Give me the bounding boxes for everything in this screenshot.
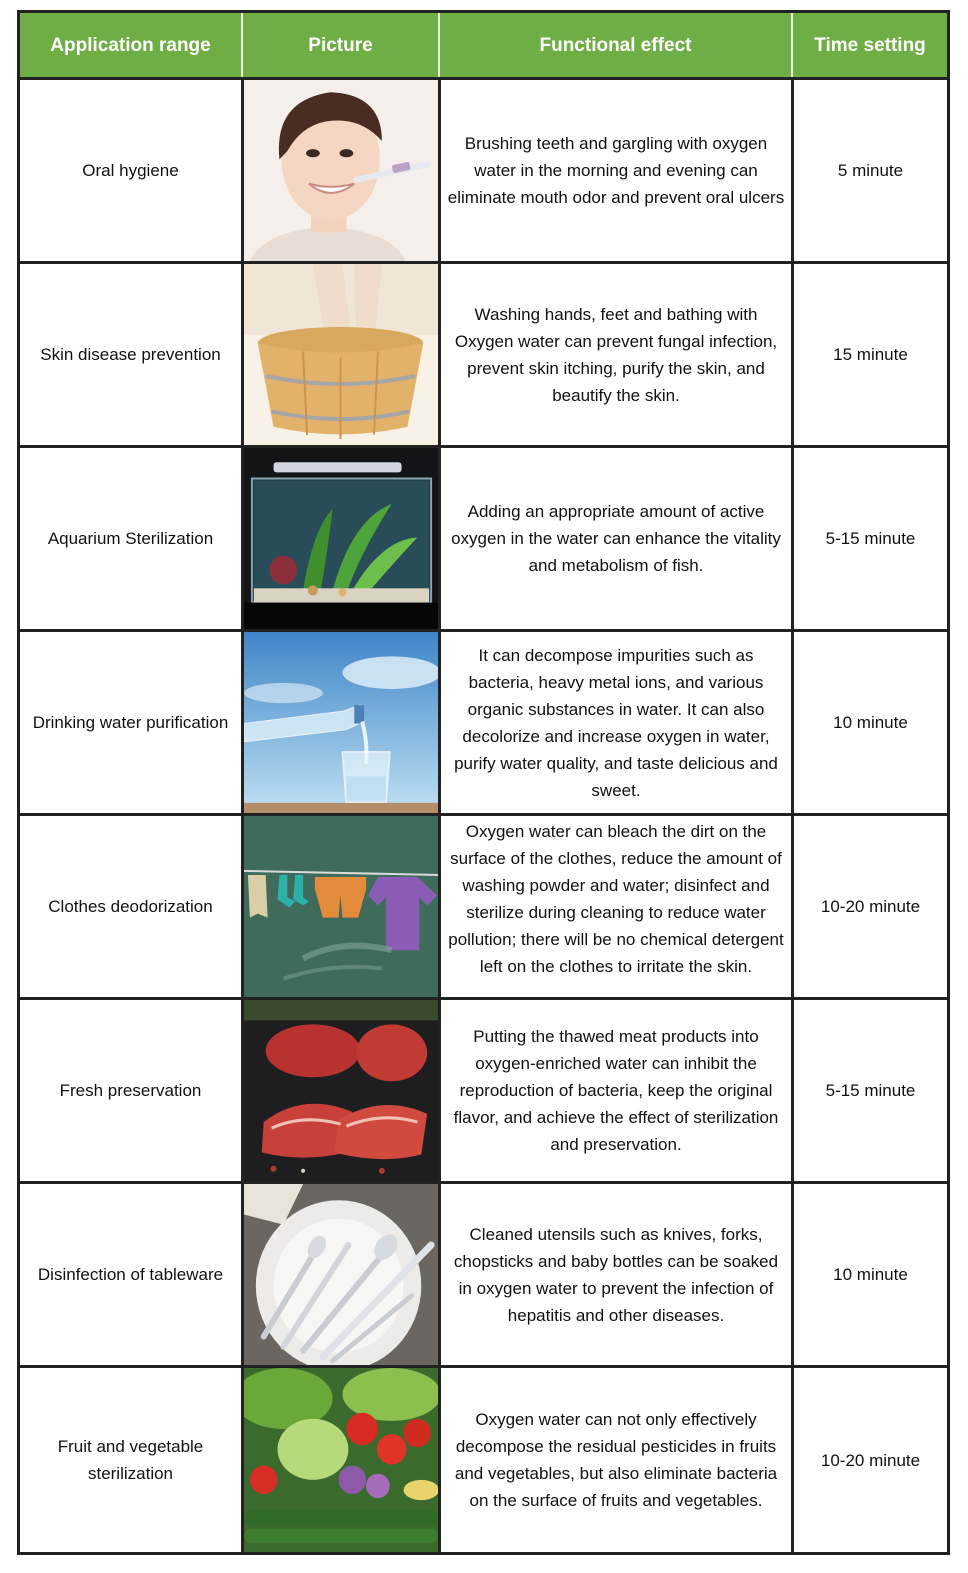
application-range: Drinking water purification — [32, 713, 229, 732]
header-picture: Picture — [241, 13, 438, 77]
application-range: Aquarium Sterilization — [47, 529, 214, 548]
time-setting: 10-20 minute — [791, 816, 947, 997]
time-setting: 15 minute — [791, 264, 947, 445]
picture-foot-bath — [241, 264, 438, 445]
application-range: Disinfection of tableware — [37, 1265, 224, 1284]
time-setting: 5-15 minute — [791, 448, 947, 629]
time-setting: 10 minute — [791, 632, 947, 813]
picture-vegetables — [241, 1368, 438, 1552]
foot-bath-image — [244, 264, 438, 445]
time-setting: 5 minute — [791, 80, 947, 261]
application-range: Fruit and vegetable sterilization — [57, 1437, 204, 1483]
picture-aquarium — [241, 448, 438, 629]
time-setting: 5-15 minute — [791, 1000, 947, 1181]
functional-effect: Oxygen water can bleach the dirt on the surface of the clothes, reduce the amount of washing powder and water; disinfect and sterilize during cleaning to reduce water pollution; there will be no chemical detergent left on the clothes to irritate the skin. — [438, 816, 791, 997]
table-row — [20, 1181, 947, 1365]
header-functional-effect: Functional effect — [438, 13, 791, 77]
picture-clothes-line — [241, 816, 438, 997]
clothes-line-image — [244, 816, 438, 997]
table-row — [20, 1365, 947, 1552]
woman-brushing-teeth-image — [244, 80, 438, 261]
table-row — [20, 261, 947, 445]
table-row — [20, 997, 947, 1181]
functional-effect: It can decompose impurities such as bacteria, heavy metal ions, and various organic substances in water. It can also decolorize and increase oxygen in water, purify water quality, and taste delicious and sweet. — [438, 632, 791, 813]
functional-effect: Washing hands, feet and bathing with Oxygen water can prevent fungal infection, prevent skin itching, purify the skin, and beautify the skin. — [438, 264, 791, 445]
functional-effect: Adding an appropriate amount of active oxygen in the water can enhance the vitality and metabolism of fish. — [438, 448, 791, 629]
table-row — [20, 813, 947, 997]
picture-woman-brushing-teeth — [241, 80, 438, 261]
cutlery-image — [244, 1184, 438, 1365]
functional-effect: Cleaned utensils such as knives, forks, chopsticks and baby bottles can be soaked in oxygen water to prevent the infection of hepatitis and other diseases. — [438, 1184, 791, 1365]
application-table — [17, 10, 950, 1555]
header-time-setting: Time setting — [791, 13, 947, 77]
pouring-water-image — [244, 632, 438, 813]
time-setting: 10-20 minute — [791, 1368, 947, 1552]
table-row — [20, 629, 947, 813]
vegetables-image — [244, 1368, 438, 1552]
application-range: Skin disease prevention — [40, 345, 221, 364]
picture-raw-meat — [241, 1000, 438, 1181]
picture-cutlery — [241, 1184, 438, 1365]
functional-effect: Oxygen water can not only effectively decompose the residual pesticides in fruits and vegetables, but also eliminate bacteria on the surface of fruits and vegetables. — [438, 1368, 791, 1552]
functional-effect: Putting the thawed meat products into oxygen-enriched water can inhibit the reproduction of bacteria, keep the original flavor, and achieve the effect of sterilization and preservation. — [438, 1000, 791, 1181]
aquarium-image — [244, 448, 438, 629]
header-application-range: Application range — [50, 34, 211, 56]
time-setting: 10 minute — [791, 1184, 947, 1365]
picture-pouring-water — [241, 632, 438, 813]
raw-meat-image — [244, 1000, 438, 1181]
application-range: Clothes deodorization — [48, 897, 213, 916]
application-range: Oral hygiene — [82, 161, 179, 180]
functional-effect: Brushing teeth and gargling with oxygen water in the morning and evening can eliminate mouth odor and prevent oral ulcers — [438, 80, 791, 261]
table-row — [20, 77, 947, 261]
table-row — [20, 445, 947, 629]
table-header — [20, 13, 947, 77]
application-range: Fresh preservation — [59, 1081, 202, 1100]
